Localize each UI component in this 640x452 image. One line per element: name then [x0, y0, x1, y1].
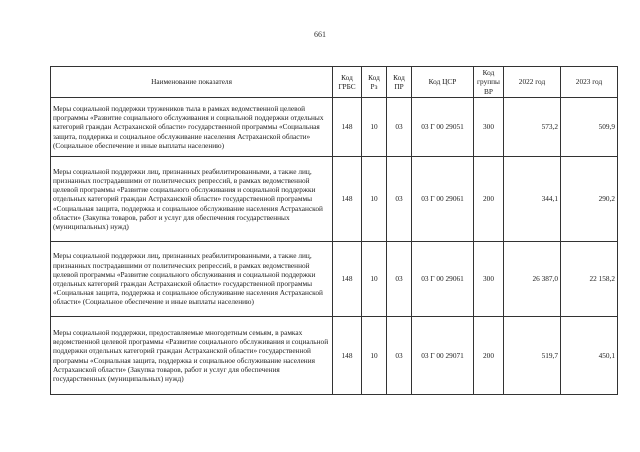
row-name: Меры социальной поддержки лиц, признанных реабилитированными, а также лиц, признанных пострадавшими от политических репрессий, в рамках ведомственной целевой программы «Развитие социального обслуживания и социальной поддержки отдельных категорий граждан Астраханской области» государственной программы «Социальная защита, поддержка и социальное обслуживание населения Астраханской области» (Закупка товаров, работ и услуг для обеспечения государственных (муниципальных) нужд) — [51, 157, 333, 242]
row-rz: 10 — [362, 98, 387, 157]
row-2022: 573,2 — [504, 98, 561, 157]
row-name: Меры социальной поддержки лиц, признанных реабилитированными, а также лиц, признанных пострадавшими от политических репрессий, в рамках ведомственной целевой программы «Развитие социального обслуживания и социальной поддержки отдельных категорий граждан Астраханской области» государственной программы «Социальная защита, поддержка и социальное обслуживание населения Астраханской области» (Социальное обеспечение и иные выплаты населению) — [51, 242, 333, 317]
row-pr: 03 — [387, 157, 412, 242]
table-header-row — [51, 67, 618, 98]
header-pr: Код ПР — [387, 67, 412, 98]
row-pr: 03 — [387, 317, 412, 395]
row-name: Меры социальной поддержки, предоставляемые многодетным семьям, в рамках ведомственной целевой программы «Развитие социального обслуживания и социальной поддержки отдельных категорий граждан Астраханской области» государственной программы «Социальная защита, поддержка и социальное обслуживание населения Астраханской области» (Закупка товаров, работ и услуг для обеспечения государственных (муниципальных) нужд) — [51, 317, 333, 395]
table-row — [51, 242, 618, 317]
header-grbs: Код ГРБС — [333, 67, 362, 98]
row-pr: 03 — [387, 98, 412, 157]
row-grbs: 148 — [333, 317, 362, 395]
row-grbs: 148 — [333, 98, 362, 157]
row-grbs: 148 — [333, 157, 362, 242]
page-number: 661 — [314, 30, 326, 39]
row-pr: 03 — [387, 242, 412, 317]
header-csr: Код ЦСР — [412, 67, 474, 98]
row-csr: 03 Г 00 29061 — [412, 157, 474, 242]
header-vr: Код группы ВР — [474, 67, 504, 98]
row-csr: 03 Г 00 29071 — [412, 317, 474, 395]
row-name: Меры социальной поддержки тружеников тыла в рамках ведомственной целевой программы «Развитие социального обслуживания и социальной поддержки отдельных категорий граждан Астраханской области» государственной программы «Социальная защита, поддержка и социальное обслуживание населения Астраханской области» (Социальное обеспечение и иные выплаты населению) — [51, 98, 333, 157]
header-2022: 2022 год — [504, 67, 561, 98]
table-row — [51, 317, 618, 395]
row-csr: 03 Г 00 29061 — [412, 242, 474, 317]
row-vr: 300 — [474, 242, 504, 317]
row-2023: 22 158,2 — [561, 242, 618, 317]
header-2023: 2023 год — [561, 67, 618, 98]
row-vr: 200 — [474, 317, 504, 395]
row-2022: 26 387,0 — [504, 242, 561, 317]
row-grbs: 148 — [333, 242, 362, 317]
header-rz: Код Рз — [362, 67, 387, 98]
row-rz: 10 — [362, 317, 387, 395]
row-vr: 200 — [474, 157, 504, 242]
row-2022: 344,1 — [504, 157, 561, 242]
row-2023: 450,1 — [561, 317, 618, 395]
budget-table — [50, 66, 618, 395]
table-row — [51, 98, 618, 157]
row-vr: 300 — [474, 98, 504, 157]
row-2023: 290,2 — [561, 157, 618, 242]
row-2023: 509,9 — [561, 98, 618, 157]
row-csr: 03 Г 00 29051 — [412, 98, 474, 157]
row-rz: 10 — [362, 242, 387, 317]
row-rz: 10 — [362, 157, 387, 242]
row-2022: 519,7 — [504, 317, 561, 395]
header-name: Наименование показателя — [51, 67, 333, 98]
table-row — [51, 157, 618, 242]
